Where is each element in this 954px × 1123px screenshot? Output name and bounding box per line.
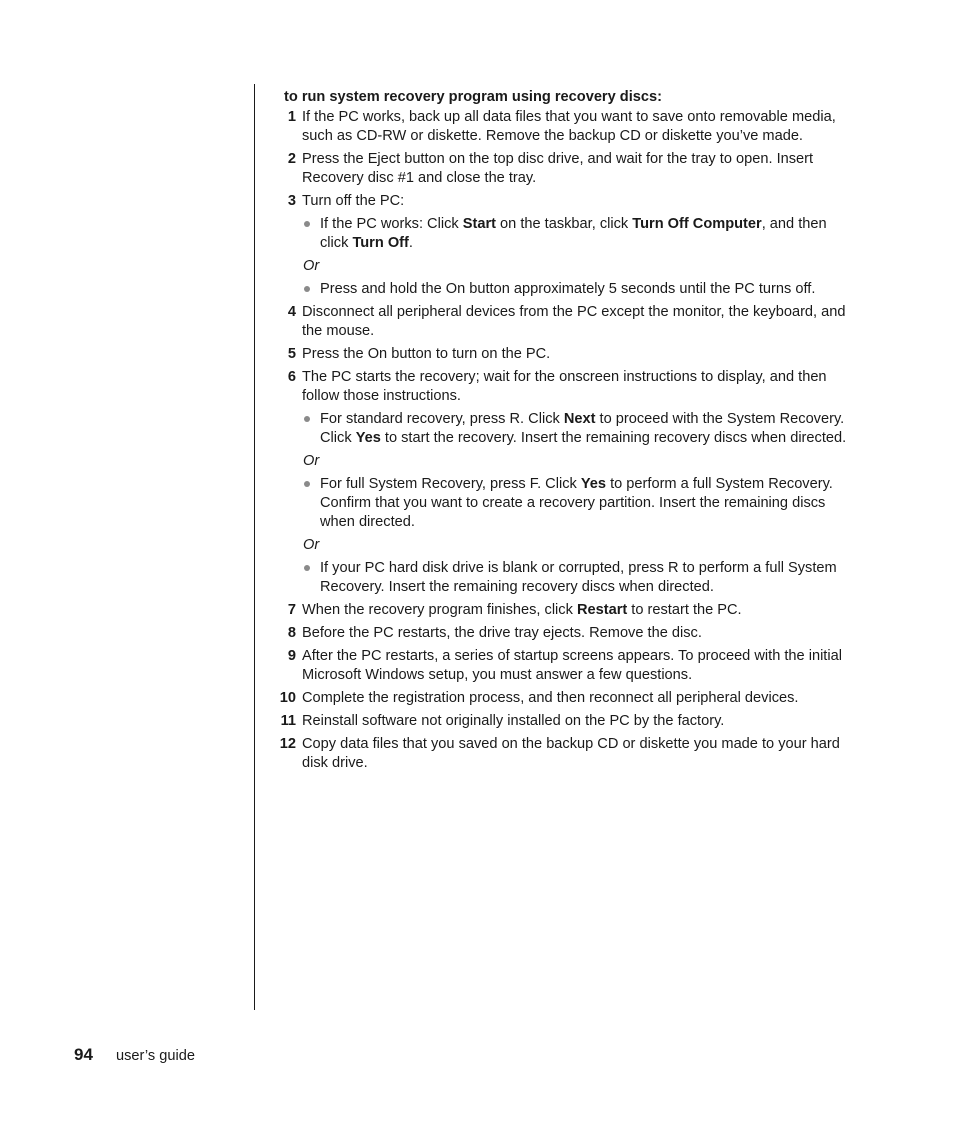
bullet-icon — [304, 221, 310, 227]
step-text: to restart the PC. — [627, 602, 742, 618]
procedure-heading: to run system recovery program using recovery discs: — [284, 89, 662, 105]
step-2 — [254, 150, 854, 188]
step-number: 7 — [287, 602, 296, 618]
main-content — [254, 88, 854, 777]
start-label: Start — [462, 216, 496, 232]
step-text: When the recovery program finishes, click — [302, 602, 577, 618]
step-1 — [254, 108, 854, 146]
bullet-text: For standard recovery, press R. Click — [320, 411, 564, 427]
step-number: 1 — [287, 109, 296, 125]
step3-bullet-1 — [254, 215, 854, 253]
step-text: Disconnect all peripheral devices from the PC except the monitor, the keyboard, and the mouse. — [302, 304, 846, 339]
step-6 — [254, 368, 854, 406]
step-number: 11 — [280, 713, 296, 729]
yes-label: Yes — [580, 476, 607, 492]
bullet-text: to proceed with the System Recovery. Click — [320, 411, 845, 446]
or-separator: Or — [303, 453, 320, 469]
bullet-text: on the taskbar, click — [495, 216, 633, 232]
page-number: 94 — [74, 1045, 93, 1064]
turn-off-label: Turn Off — [352, 235, 409, 251]
bullet-text: to start the recovery. Insert the remaining recovery discs when directed. — [380, 430, 847, 446]
step-text: Turn off the PC: — [302, 193, 405, 209]
step-4 — [254, 303, 854, 341]
step-8 — [254, 624, 854, 643]
step-text: Copy data files that you saved on the backup CD or diskette you made to your hard disk drive. — [302, 736, 840, 771]
step6-bullet-2 — [254, 475, 854, 532]
bullet-text: If the PC works: Click — [320, 216, 463, 232]
restart-label: Restart — [576, 602, 628, 618]
step-number: 12 — [279, 736, 296, 752]
step6-bullet-1 — [254, 410, 854, 448]
step-number: 8 — [287, 625, 296, 641]
step-number: 5 — [287, 346, 296, 362]
step-9 — [254, 647, 854, 685]
bullet-icon — [304, 416, 310, 422]
yes-label: Yes — [355, 430, 381, 446]
step-text: After the PC restarts, a series of startup screens appears. To proceed with the initial Microsoft Windows setup, you must answer a few questions. — [302, 648, 842, 683]
step-text: If the PC works, back up all data files that you want to save onto removable media, such as CD-RW or diskette. Remove the backup CD or diskette you’ve made. — [302, 109, 836, 144]
page-footer — [74, 1045, 195, 1066]
bullet-text: to perform a full System Recovery. Confirm that you want to create a recovery partition. Insert the remaining discs when directed. — [320, 476, 833, 530]
step-text: Press the Eject button on the top disc drive, and wait for the tray to open. Insert Recovery disc #1 and close the tray. — [302, 151, 814, 186]
step-text: Before the PC restarts, the drive tray ejects. Remove the disc. — [302, 625, 702, 641]
step-number: 3 — [287, 193, 296, 209]
footer-title: user’s guide — [116, 1048, 195, 1064]
bullet-text: , and then click — [320, 216, 827, 251]
bullet-text: . — [408, 235, 413, 251]
or-separator: Or — [303, 537, 320, 553]
step-11 — [254, 712, 854, 731]
bullet-text: Press and hold the On button approximately 5 seconds until the PC turns off. — [320, 281, 816, 297]
step-number: 2 — [287, 151, 296, 167]
step-number: 4 — [287, 304, 296, 320]
step-text: Reinstall software not originally installed on the PC by the factory. — [302, 713, 725, 729]
step3-bullet-2 — [254, 280, 854, 299]
next-label: Next — [563, 411, 596, 427]
step-text: Complete the registration process, and then reconnect all peripheral devices. — [302, 690, 799, 706]
step-12 — [254, 735, 854, 773]
or-separator: Or — [303, 258, 320, 274]
step-number: 6 — [287, 369, 296, 385]
bullet-icon — [304, 286, 310, 292]
step6-bullet-3 — [254, 559, 854, 597]
bullet-icon — [304, 565, 310, 571]
step-text: The PC starts the recovery; wait for the onscreen instructions to display, and then follow those instructions. — [302, 369, 827, 404]
step-3 — [254, 192, 854, 211]
step-text: Press the On button to turn on the PC. — [302, 346, 551, 362]
step-10 — [254, 689, 854, 708]
bullet-icon — [304, 481, 310, 487]
step-number: 9 — [287, 648, 296, 664]
step-5 — [254, 345, 854, 364]
bullet-text: If your PC hard disk drive is blank or corrupted, press R to perform a full System Recovery. Insert the remaining recovery discs when directed. — [320, 560, 837, 595]
turn-off-computer-label: Turn Off Computer — [632, 216, 762, 232]
bullet-text: For full System Recovery, press F. Click — [320, 476, 581, 492]
step-7 — [254, 601, 854, 620]
step-number: 10 — [279, 690, 296, 706]
